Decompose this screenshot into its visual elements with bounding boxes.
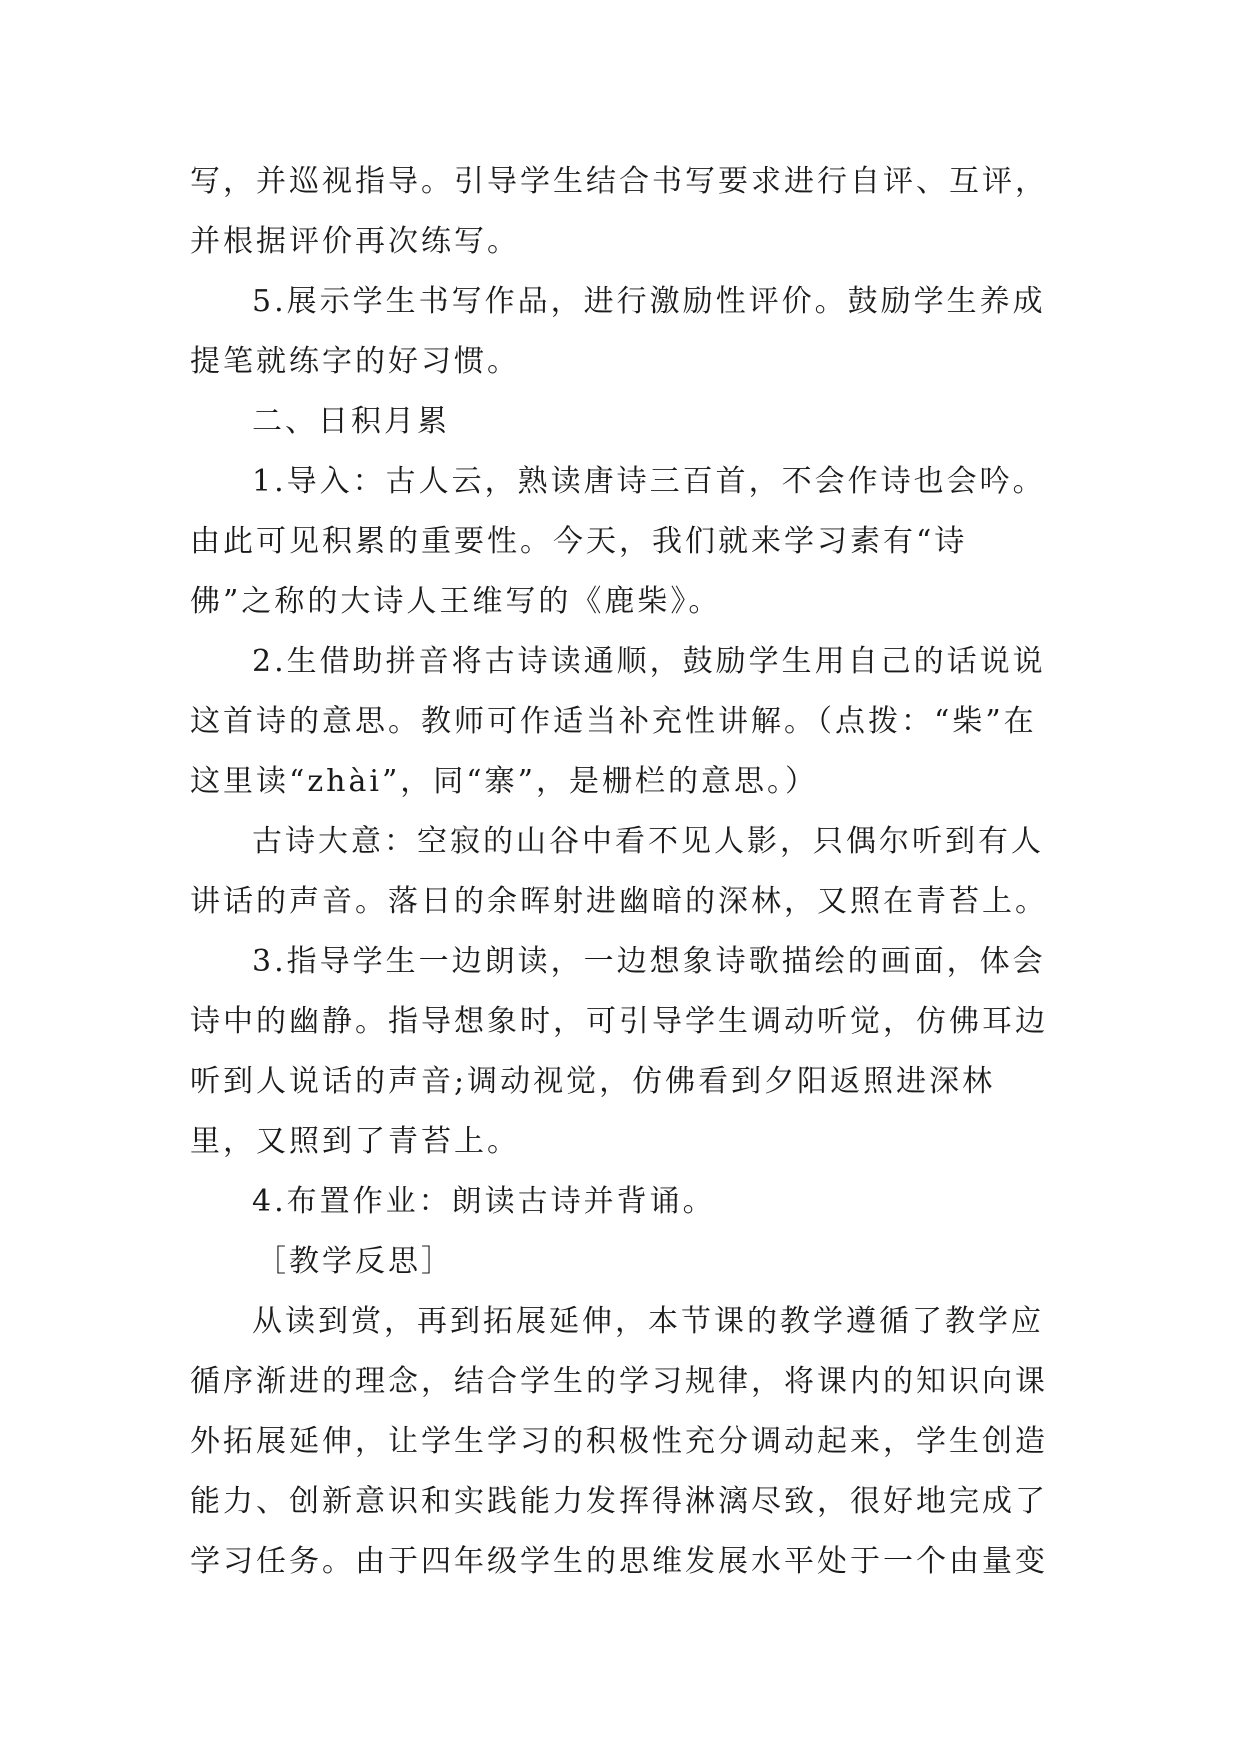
paragraph-continuation: 写，并巡视指导。引导学生结合书写要求进行自评、互评，并根据评价再次练写。 (190, 164, 1048, 259)
paragraph-step-3: 3.指导学生一边朗读，一边想象诗歌描绘的画面，体会诗中的幽静。指导想象时，可引导学生调动听觉，仿佛耳边听到人说话的声音;调动视觉，仿佛看到夕阳返照进深林里，又照到了青苔上。 (190, 944, 1048, 1159)
paragraph-reflection: 从读到赏，再到拓展延伸，本节课的教学遵循了教学应循序渐进的理念，结合学生的学习规律，将课内的知识向课外拓展延伸，让学生学习的积极性充分调动起来，学生创造能力、创新意识和实践能力发挥得淋漓尽致，很好地完成了学习任务。由于四年级学生的思维发展水平处于一个由量变 (190, 1304, 1048, 1579)
paragraph-step-1: 1.导入：古人云，熟读唐诗三百首，不会作诗也会吟。由此可见积累的重要性。今天，我们就来学习素有“诗佛”之称的大诗人王维写的《鹿柴》。 (190, 464, 1046, 619)
paragraph-step-4: 4.布置作业：朗读古诗并背诵。 (252, 1184, 716, 1219)
paragraph-step-5: 5.展示学生书写作品，进行激励性评价。鼓励学生养成提笔就练字的好习惯。 (190, 284, 1046, 379)
paragraph-poem-meaning: 古诗大意：空寂的山谷中看不见人影，只偶尔听到有人讲话的声音。落日的余晖射进幽暗的深林，又照在青苔上。 (190, 824, 1048, 919)
paragraph-step-2: 2.生借助拼音将古诗读通顺，鼓励学生用自己的话说说这首诗的意思。教师可作适当补充性讲解。（点拨：“柴”在这里读“zhài”，同“寨”，是栅栏的意思。） (190, 644, 1046, 799)
section-heading-rijiyuelei: 二、日积月累 (252, 404, 450, 439)
document-body (190, 152, 1050, 1592)
section-heading-reflection: ［教学反思］ (256, 1244, 454, 1279)
